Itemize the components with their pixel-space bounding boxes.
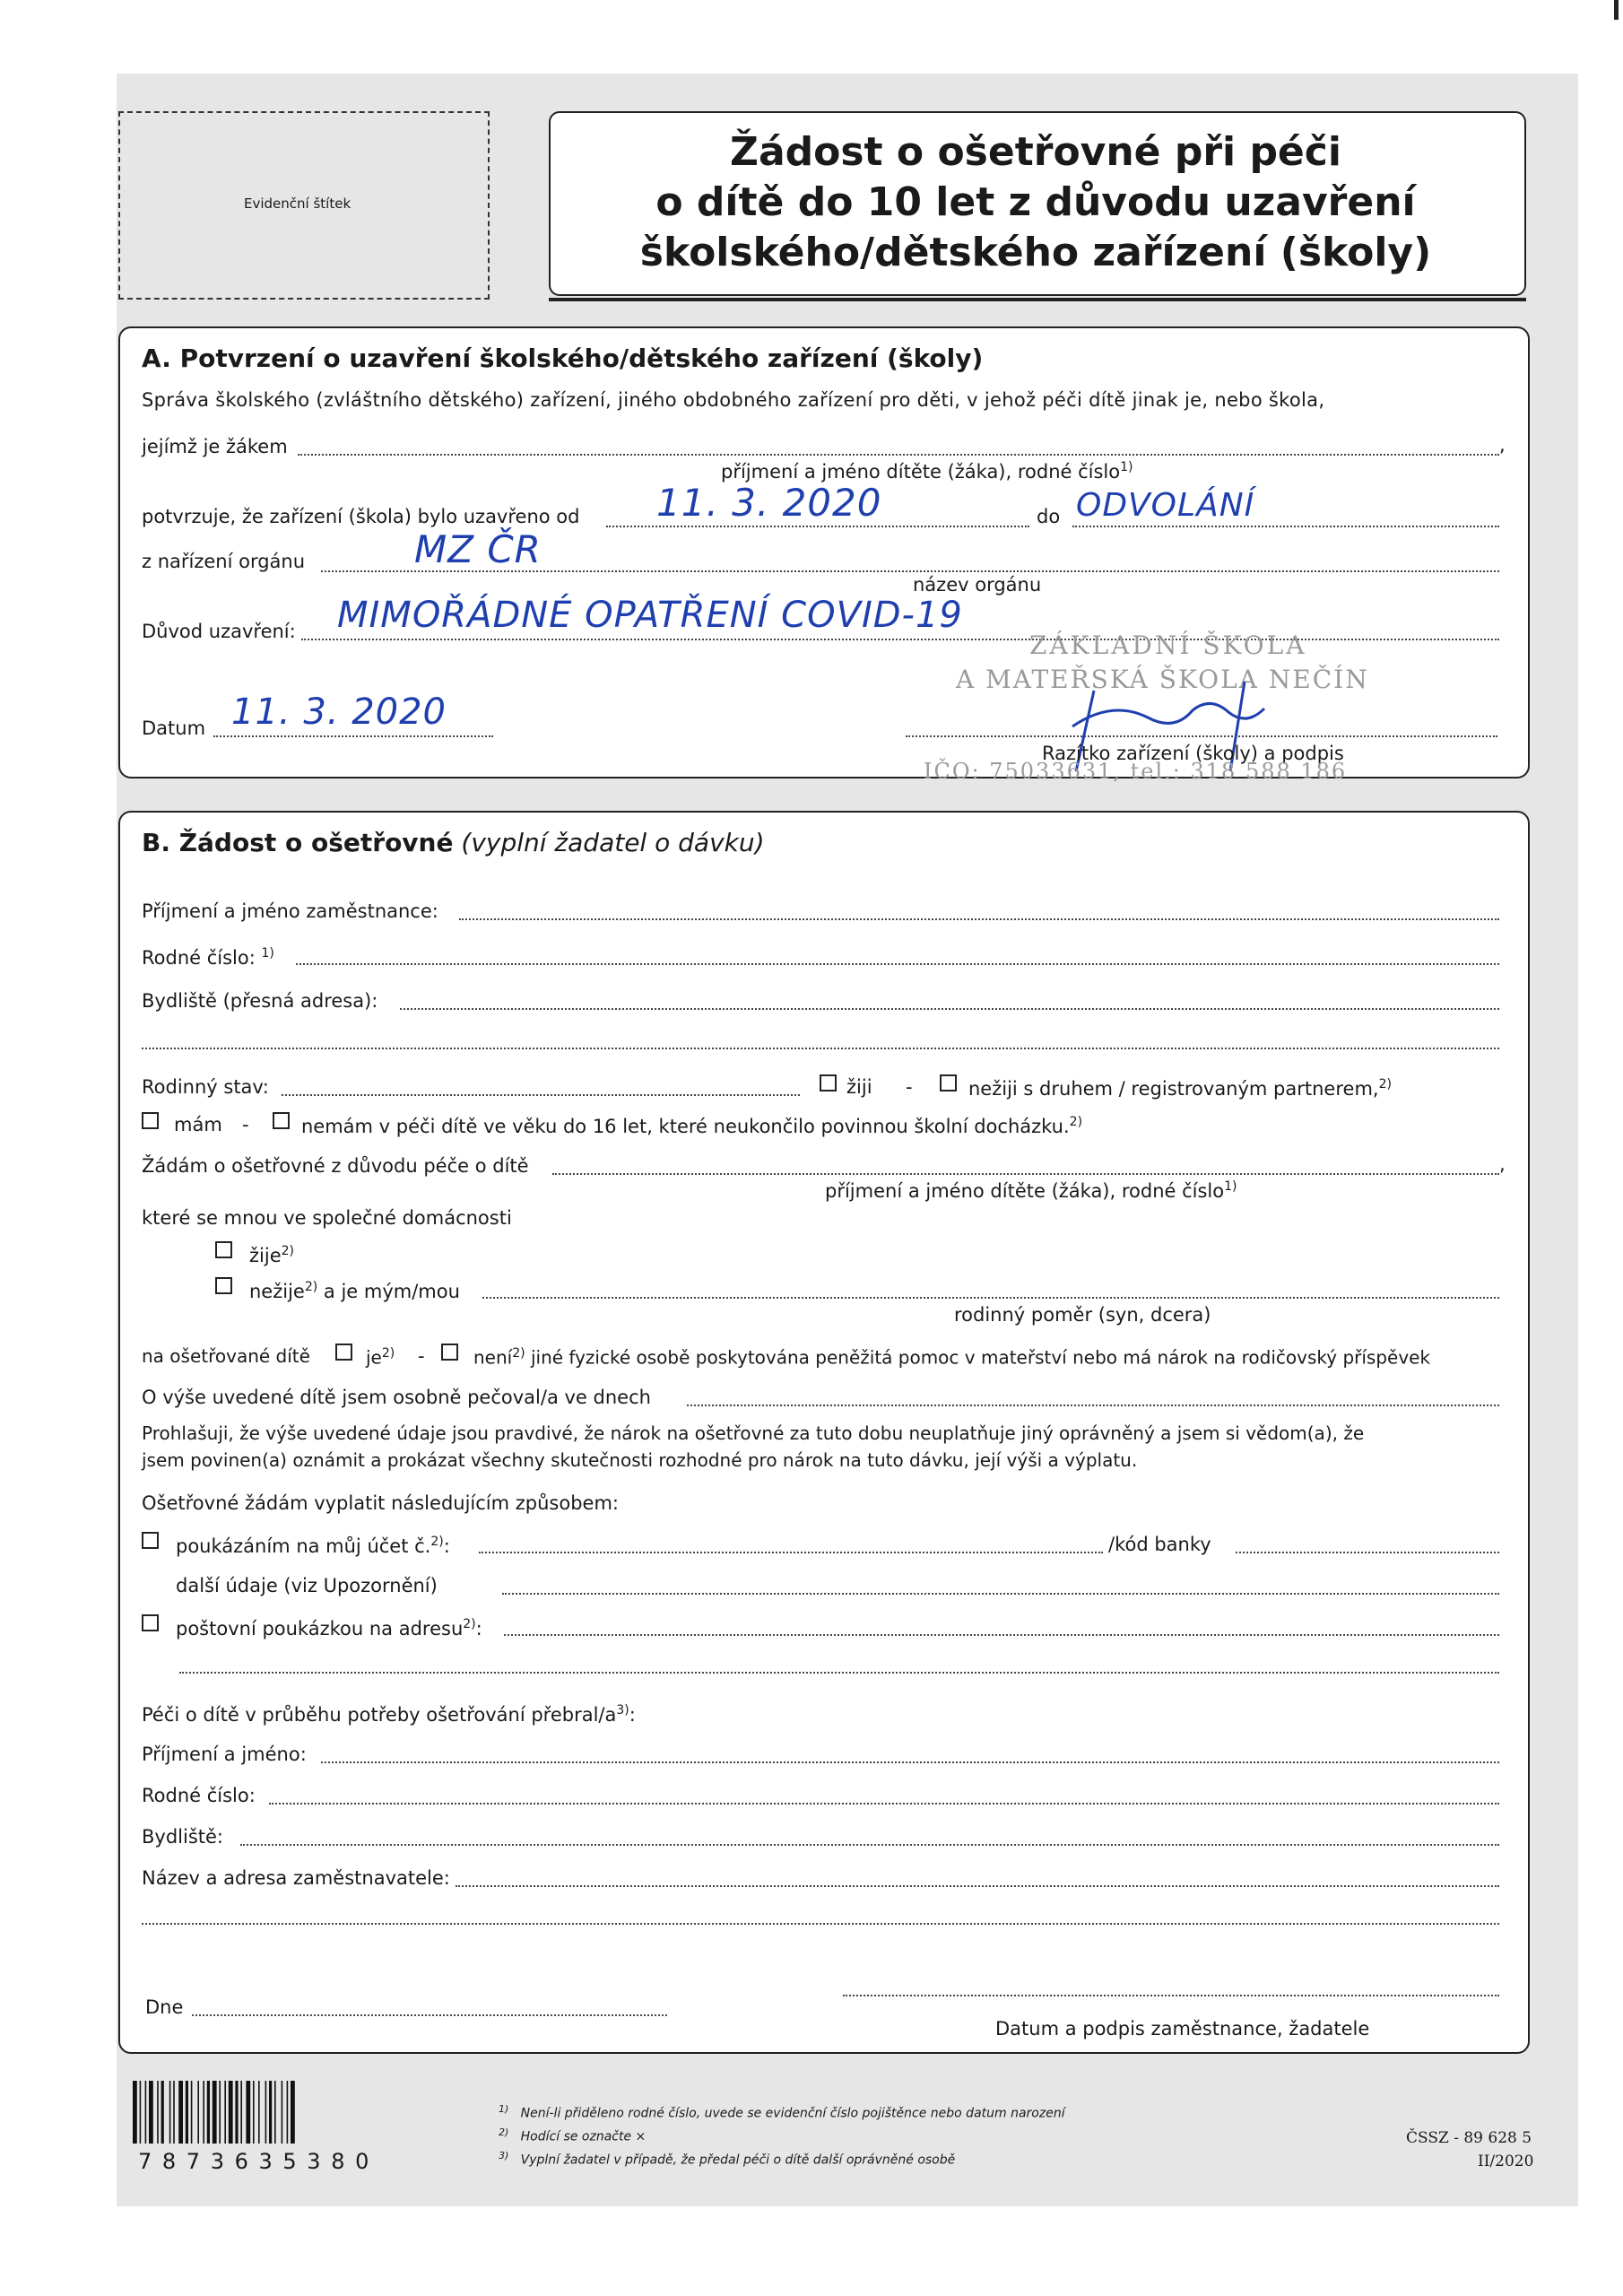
barcode-bar bbox=[157, 2081, 159, 2144]
closed-from-field[interactable] bbox=[606, 526, 1029, 527]
handover-employer-field-line2[interactable] bbox=[142, 1923, 1499, 1925]
authority-hint: název orgánu bbox=[913, 574, 1042, 596]
request-care-label: Žádám o ošetřovné z důvodu péče o dítě bbox=[142, 1155, 529, 1177]
relation-field[interactable] bbox=[482, 1297, 1499, 1299]
care-child-field[interactable] bbox=[552, 1173, 1499, 1175]
barcode-bar bbox=[291, 2081, 295, 2144]
reason-label: Důvod uzavření: bbox=[142, 621, 296, 642]
title-accent-line bbox=[549, 298, 1526, 301]
handover-address-field[interactable] bbox=[240, 1844, 1499, 1846]
date-label: Datum bbox=[142, 718, 206, 739]
section-a-intro-line2: jejímž je žákem bbox=[142, 436, 288, 457]
barcode-bar bbox=[133, 2081, 137, 2144]
form-title bbox=[549, 127, 1523, 278]
title-line-3: školského/dětského zařízení (školy) bbox=[639, 230, 1432, 275]
payment-intro: Ošetřovné žádám vyplatit následujícím způsobem: bbox=[142, 1492, 619, 1514]
barcode-bar bbox=[145, 2081, 147, 2144]
closed-from-handwritten: 11. 3. 2020 bbox=[656, 481, 882, 525]
title-line-1: Žádost o ošetřovné při péči bbox=[730, 129, 1341, 175]
title-line-2: o dítě do 10 let z důvodu uzavření bbox=[655, 179, 1416, 225]
reason-field[interactable] bbox=[301, 639, 1499, 640]
barcode bbox=[133, 2081, 366, 2144]
authority-handwritten: MZ ČR bbox=[414, 527, 542, 571]
bank-code-field[interactable] bbox=[1236, 1552, 1499, 1553]
barcode-bar bbox=[265, 2081, 267, 2144]
footnote-3: $^{3)}$ Vyplní žadatel v případě, že předal péči o dítě další oprávněné osobě bbox=[499, 2150, 956, 2168]
handover-address-label: Bydliště: bbox=[142, 1826, 224, 1848]
opt-live: žiji bbox=[846, 1076, 872, 1098]
signature-label: Datum a podpis zaměstnance, žadatele bbox=[995, 2018, 1370, 2039]
school-stamp-line-2: A MATEŘSKÁ ŠKOLA NEČÍN bbox=[956, 665, 1369, 694]
date-handwritten: 11. 3. 2020 bbox=[231, 691, 447, 733]
handover-name-label: Příjmení a jméno: bbox=[142, 1744, 307, 1765]
closed-to-handwritten: ODVOLÁNÍ bbox=[1076, 487, 1255, 524]
signature-field[interactable] bbox=[843, 1995, 1499, 1996]
footnote-1: $^{1)}$ Není-li přiděleno rodné číslo, uvede se evidenční číslo pojištěnce nebo datum narození bbox=[499, 2103, 1065, 2121]
checkbox-pay-postal[interactable] bbox=[142, 1614, 159, 1631]
handover-name-field[interactable] bbox=[321, 1761, 1499, 1763]
opt-is-not: není$^{2)}$ jiné fyzické osobě poskytována peněžitá pomoc v mateřství nebo má nárok na rodičovský příspěvek bbox=[473, 1346, 1431, 1369]
day-field[interactable] bbox=[192, 2014, 667, 2016]
barcode-bar bbox=[140, 2081, 142, 2144]
barcode-bar bbox=[229, 2081, 233, 2144]
barcode-bar bbox=[169, 2081, 171, 2144]
household-label: které se mnou ve společné domácnosti bbox=[142, 1207, 512, 1229]
checkbox-is[interactable] bbox=[335, 1344, 352, 1361]
opt-not-have: nemám v péči dítě ve věku do 16 let, které neukončilo povinnou školní docházku.$^{2)}$ bbox=[301, 1115, 1083, 1137]
form-version: II/2020 bbox=[1478, 2152, 1534, 2170]
barcode-bar bbox=[149, 2081, 153, 2144]
marital-label: Rodinný stav: bbox=[142, 1076, 269, 1098]
opt-not-live: nežiji s druhem / registrovaným partnerem,$^{2)}$ bbox=[968, 1077, 1392, 1100]
barcode-bar bbox=[253, 2081, 255, 2144]
checkbox-lives[interactable] bbox=[215, 1241, 232, 1258]
relation-hint: rodinný poměr (syn, dcera) bbox=[954, 1304, 1211, 1326]
barcode-bar bbox=[246, 2081, 250, 2144]
barcode-number: 7 8 7 3 6 3 5 3 8 0 bbox=[138, 2149, 371, 2174]
barcode-bar bbox=[258, 2081, 260, 2144]
footnote-2: $^{2)}$ Hodící se označte × bbox=[499, 2126, 647, 2144]
closed-to-field[interactable] bbox=[1072, 526, 1499, 527]
address-label: Bydliště (přesná adresa): bbox=[142, 990, 378, 1012]
reason-handwritten: MIMOŘÁDNÉ OPATŘENÍ COVID-19 bbox=[337, 595, 963, 636]
child-hint: příjmení a jméno dítěte (žáka), rodné číslo$^{1)}$ bbox=[721, 460, 1133, 483]
scan-edge-mark bbox=[1614, 0, 1619, 20]
section-a-heading: A. Potvrzení o uzavření školského/dětského zařízení (školy) bbox=[142, 344, 984, 373]
other-data-label: další údaje (viz Upozornění) bbox=[176, 1575, 438, 1596]
order-label: z nařízení orgánu bbox=[142, 551, 306, 572]
confirm-label: potvrzuje, že zařízení (škola) bylo uzavřeno od bbox=[142, 506, 580, 527]
employee-name-label: Příjmení a jméno zaměstnance: bbox=[142, 900, 438, 922]
handover-employer-label: Název a adresa zaměstnavatele: bbox=[142, 1867, 450, 1889]
declaration-line-2: jsem povinen(a) oznámit a prokázat všechny skutečnosti rozhodné pro nárok na tuto dávku, její výši a výplatu. bbox=[142, 1449, 1138, 1471]
school-stamp-line-1: ZÁKLADNÍ ŠKOLA bbox=[1029, 631, 1307, 660]
checkbox-pay-account[interactable] bbox=[142, 1532, 159, 1549]
address-field[interactable] bbox=[400, 1008, 1499, 1010]
barcode-bar bbox=[235, 2081, 238, 2144]
postal-address-field-line2[interactable] bbox=[179, 1672, 1499, 1674]
barcode-bar bbox=[203, 2081, 204, 2144]
opt-is: $je^{2)}$ bbox=[366, 1346, 395, 1369]
birth-number-label: Rodné číslo: $^{1)}$ bbox=[142, 946, 274, 969]
barcode-bar bbox=[207, 2081, 210, 2144]
address-field-line2[interactable] bbox=[142, 1048, 1499, 1049]
employee-name-field[interactable] bbox=[459, 918, 1499, 920]
day-label: Dne bbox=[145, 1996, 184, 2018]
opt-lives: žije$^{2)}$ bbox=[249, 1244, 294, 1266]
handover-birth-field[interactable] bbox=[269, 1803, 1499, 1805]
personal-care-field[interactable] bbox=[687, 1405, 1499, 1406]
marital-field[interactable] bbox=[282, 1094, 800, 1096]
barcode-bar bbox=[240, 2081, 242, 2144]
maternity-line: na ošetřované dítě bbox=[142, 1345, 310, 1367]
checkbox-is-not[interactable] bbox=[441, 1344, 458, 1361]
pay-postal-label: poštovní poukázkou na adresu$^{2)}$: bbox=[176, 1617, 482, 1639]
bank-code-label: /kód banky bbox=[1108, 1534, 1211, 1555]
evidence-label-text: Evidenční štítek bbox=[244, 196, 352, 212]
barcode-bar bbox=[274, 2081, 276, 2144]
checkbox-not-live[interactable] bbox=[940, 1074, 957, 1091]
pay-account-label: poukázáním na můj účet č.$^{2)}$: bbox=[176, 1535, 450, 1557]
checkbox-not-have[interactable] bbox=[273, 1112, 290, 1129]
declaration-line-1: Prohlašuji, že výše uvedené údaje jsou pravdivé, že nárok na ošetřovné za tuto dobu neuplatňuje jiný oprávněný a jsem si vědom(a), že bbox=[142, 1422, 1365, 1444]
checkbox-have[interactable] bbox=[142, 1112, 159, 1129]
section-b-heading: B. Žádost o ošetřovné (vyplní žadatel o dávku) bbox=[142, 828, 765, 857]
barcode-bar bbox=[287, 2081, 289, 2144]
checkbox-live[interactable] bbox=[820, 1074, 837, 1091]
opt-have: mám bbox=[174, 1114, 222, 1135]
form-code: ČSSZ - 89 628 5 bbox=[1406, 2129, 1532, 2147]
barcode-bar bbox=[269, 2081, 272, 2144]
handover-birth-label: Rodné číslo: bbox=[142, 1785, 256, 1806]
section-a-intro-line1: Správa školského (zvláštního dětského) zařízení, jiného obdobného zařízení pro děti, v jehož péči dítě jinak je, nebo škola, bbox=[142, 389, 1325, 411]
personal-care-label: O výše uvedené dítě jsem osobně pečoval/a ve dnech bbox=[142, 1387, 651, 1408]
birth-number-field[interactable] bbox=[296, 963, 1499, 965]
barcode-bar bbox=[191, 2081, 193, 2144]
barcode-bar bbox=[173, 2081, 175, 2144]
checkbox-not-lives[interactable] bbox=[215, 1277, 232, 1294]
barcode-bar bbox=[178, 2081, 183, 2144]
school-name-field[interactable] bbox=[298, 454, 1499, 456]
barcode-bar bbox=[224, 2081, 226, 2144]
handover-label: Péči o dítě v průběhu potřeby ošetřování přebral/$a^{3)}$: bbox=[142, 1703, 636, 1726]
other-data-field[interactable] bbox=[502, 1593, 1499, 1595]
handover-employer-field[interactable] bbox=[456, 1885, 1499, 1887]
barcode-bar bbox=[186, 2081, 188, 2144]
stamp-signature-label: Razítko zařízení (školy) a podpis bbox=[1042, 743, 1344, 764]
date-field[interactable] bbox=[213, 735, 493, 737]
barcode-bar bbox=[219, 2081, 221, 2144]
to-label: do bbox=[1037, 506, 1061, 527]
postal-address-field[interactable] bbox=[504, 1634, 1499, 1636]
account-number-field[interactable] bbox=[479, 1552, 1103, 1553]
barcode-bar bbox=[282, 2081, 283, 2144]
barcode-bar bbox=[213, 2081, 217, 2144]
barcode-bar bbox=[161, 2081, 164, 2144]
school-stamp-line-3: IČO: 75033631, tel.: 318 588 186 bbox=[924, 759, 1348, 784]
care-child-hint: příjmení a jméno dítěte (žáka), rodné číslo$^{1)}$ bbox=[825, 1179, 1237, 1202]
barcode-bar bbox=[197, 2081, 199, 2144]
opt-not-lives: nežije$^{2)}$ a je mým/mou bbox=[249, 1280, 460, 1302]
